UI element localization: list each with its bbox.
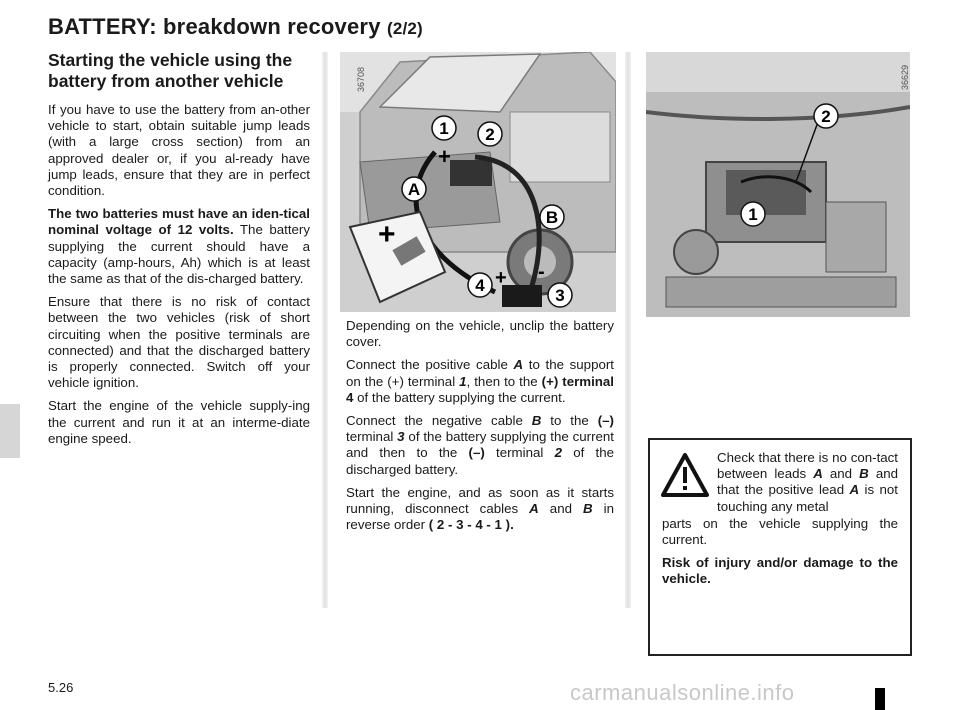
warning-box: [648, 438, 912, 656]
jump-start-drawing: [340, 52, 616, 312]
paragraph-start-engine: Start the engine of the vehicle supply-ing the current and run it at an interme-diate engine speed.: [48, 398, 310, 446]
jump-start-illustration: [340, 52, 616, 312]
fig1-plus-large: +: [378, 218, 396, 251]
lead-a-ref: A: [849, 482, 860, 498]
terminal-4-ref: (+) terminal 4: [346, 373, 614, 405]
fig1-label-B: B: [545, 208, 559, 227]
page-title-suffix: (2/2): [386, 19, 423, 38]
text: Check that there is no con-tact between leads: [717, 450, 898, 482]
fig1-code: 36708: [356, 66, 366, 92]
text: .: [510, 517, 514, 533]
text: to the: [541, 413, 598, 429]
section-title: Starting the vehicle using the battery from another vehicle: [48, 50, 293, 91]
fig1-minus-battery: -: [538, 261, 545, 283]
voltage-capacity-text: The battery supplying the current should have a capacity (amp-hours, Ah) which is at least the same as that of the dis-charged battery.: [48, 222, 311, 287]
left-column: [48, 50, 310, 454]
middle-column: [346, 318, 614, 540]
engine-bay-illustration: [646, 52, 910, 317]
negative-ref: (–): [468, 445, 485, 461]
text: is not touching any metal: [717, 482, 898, 514]
text: Connect the negative cable: [346, 413, 532, 429]
warning-text: [717, 450, 898, 515]
paragraph-disconnect: [346, 485, 614, 534]
reverse-order-sequence: ( 2 - 3 - 4 - 1 ): [428, 517, 511, 533]
text: Start the engine, and as soon as it starts running, disconnect cables: [346, 484, 614, 517]
negative-ref: (–): [597, 413, 614, 429]
fig1-label-A: A: [407, 180, 421, 199]
corner-marker: [875, 688, 885, 710]
paragraph-positive-cable: [346, 357, 614, 406]
terminal-2-ref: 2: [554, 445, 562, 461]
paragraph-jump-leads: If you have to use the battery from an-other vehicle to start, obtain suitable jump leads (with a large cross section) from an approved dealer or, if you al-ready have jump leads, ensure that they are in perfect condition.: [48, 102, 310, 199]
voltage-warning-bold: The two batteries must have an iden-tical nominal voltage of 12 volts.: [48, 206, 310, 238]
cable-b-ref: B: [531, 413, 542, 429]
cable-a-ref: A: [529, 501, 539, 517]
fig1-label-3: 3: [555, 286, 565, 305]
text: of the battery supplying the current and then to the: [346, 429, 614, 461]
page-title: [48, 14, 423, 40]
page-title-text: BATTERY: breakdown recovery: [48, 14, 381, 39]
fig1-label-1: 1: [439, 119, 449, 138]
paragraph-short-circuit: Ensure that there is no risk of contact between the two vehicles (risk of short circuiting when the positive terminals are connected) and that the discharged battery is properly connected. Switch off your vehicle ignition.: [48, 294, 310, 391]
text: terminal: [484, 445, 555, 461]
fig2-label-2: 2: [821, 107, 831, 126]
paragraph-voltage: [48, 206, 310, 287]
fig1-plus-battery: +: [495, 267, 507, 289]
terminal-3-ref: 3: [397, 429, 405, 445]
cable-b-ref: B: [583, 501, 593, 517]
paragraph-unclip-cover: Depending on the vehicle, unclip the battery cover.: [346, 318, 614, 350]
fig1-label-4: 4: [475, 276, 485, 295]
warning-risk: Risk of injury and/or damage to the vehicle.: [662, 555, 898, 587]
text: , then to the: [466, 373, 542, 389]
fig1-label-2: 2: [485, 125, 495, 144]
text: terminal: [346, 429, 398, 445]
text: and that the positive lead: [717, 466, 899, 498]
fig2-label-1: 1: [748, 205, 758, 224]
warning-triangle-icon: [660, 452, 710, 498]
terminal-1-ref: 1: [459, 373, 467, 389]
text: in reverse order: [346, 501, 615, 533]
lead-a-ref: A: [813, 466, 823, 482]
text: and: [822, 466, 860, 482]
column-divider-right: [625, 52, 631, 608]
text: and: [538, 501, 584, 517]
fig1-plus-small: +: [438, 144, 451, 169]
page-number: 5.26: [48, 680, 74, 695]
paragraph-negative-cable: [346, 413, 614, 478]
chapter-tab: [0, 404, 20, 458]
column-divider-left: [322, 52, 328, 608]
text: to the support on the (+) terminal: [346, 357, 614, 389]
text: of the discharged battery.: [346, 445, 614, 477]
engine-bay-drawing: [646, 52, 910, 317]
warning-text-continued: parts on the vehicle supplying the current.: [662, 515, 898, 548]
fig2-code: 36629: [900, 64, 910, 90]
watermark: carmanualsonline.info: [570, 680, 795, 705]
text: Connect the positive cable: [346, 357, 514, 373]
lead-b-ref: B: [859, 466, 869, 482]
text: of the battery supplying the current.: [353, 389, 566, 405]
cable-a-ref: A: [513, 357, 524, 373]
